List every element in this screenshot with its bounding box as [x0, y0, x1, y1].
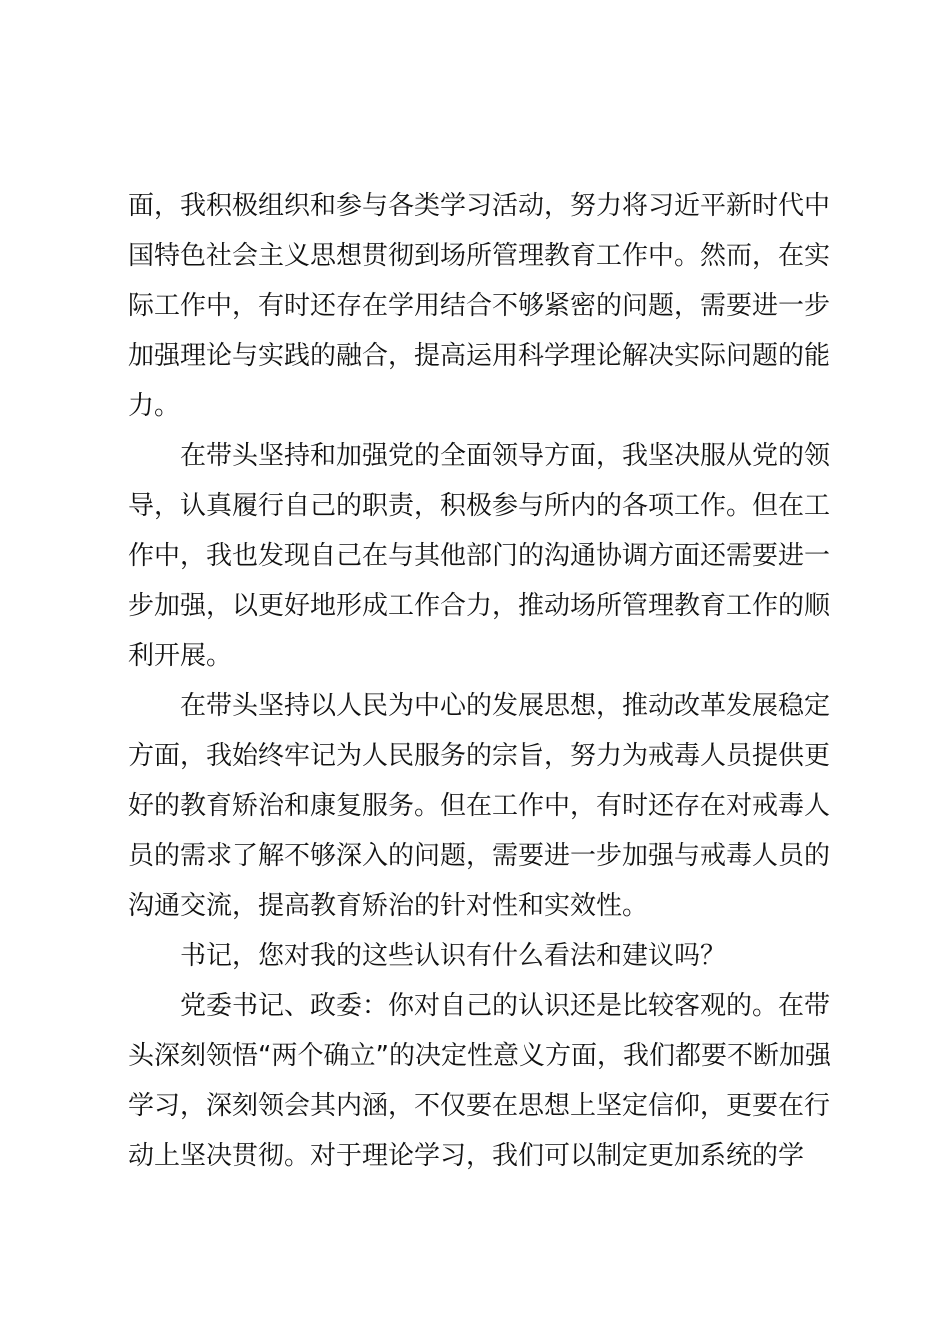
paragraph-continued: 面，我积极组织和参与各类学习活动，努力将习近平新时代中国特色社会主义思想贯彻到场所管理教育工作中。然而，在实际工作中，有时还存在学用结合不够紧密的问题，需要进一步加强理论与实践的融合，提高运用科学理论解决实际问题的能力。: [128, 191, 831, 421]
paragraph-people-centered: 在带头坚持以人民为中心的发展思想，推动改革发展稳定方面，我始终牢记为人民服务的宗旨，努力为戒毒人员提供更好的教育矫治和康复服务。但在工作中，有时还存在对戒毒人员的需求了解不够深入的问题，需要进一步加强与戒毒人员的沟通交流，提高教育矫治的针对性和实效性。: [128, 691, 831, 921]
paragraph-party-leadership: 在带头坚持和加强党的全面领导方面，我坚决服从党的领导，认真履行自己的职责，积极参与所内的各项工作。但在工作中，我也发现自己在与其他部门的沟通协调方面还需要进一步加强，以更好地形成工作合力，推动场所管理教育工作的顺利开展。: [128, 441, 831, 671]
document-body: [128, 181, 832, 1181]
paragraph-question: 书记，您对我的这些认识有什么看法和建议吗？: [180, 941, 727, 971]
paragraph-secretary-reply: 党委书记、政委：你对自己的认识还是比较客观的。在带头深刻领悟“两个确立”的决定性意义方面，我们都要不断加强学习，深刻领会其内涵，不仅要在思想上坚定信仰，更要在行动上坚决贯彻。对于理论学习，我们可以制定更加系统的学: [128, 991, 831, 1171]
